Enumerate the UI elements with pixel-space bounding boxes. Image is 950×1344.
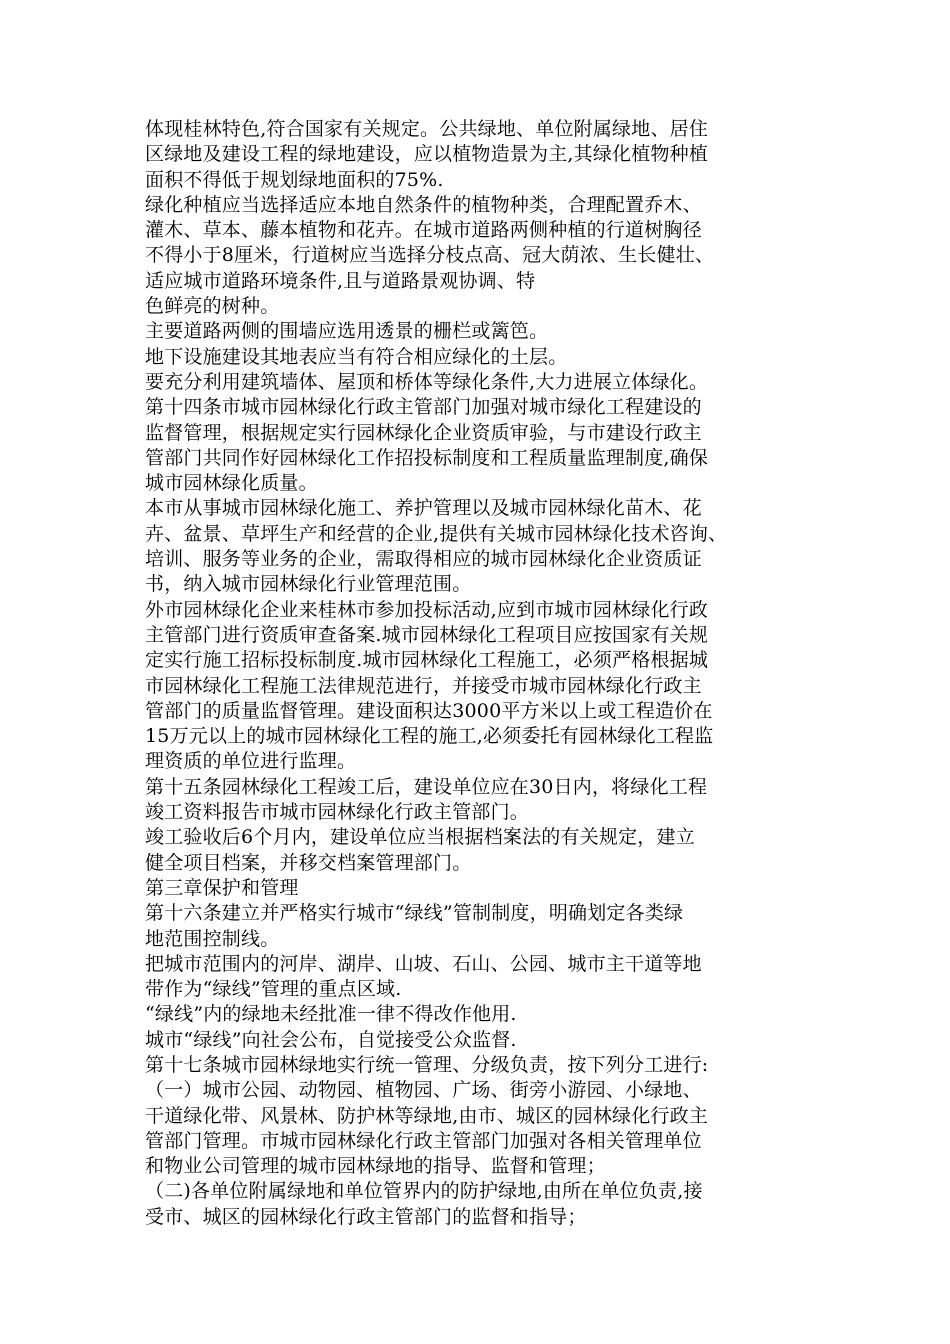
text-line: 外市园林绿化企业来桂林市参加投标活动,应到市城市园林绿化行政 — [145, 598, 709, 621]
text-line: 书，纳入城市园林绿化行业管理范围。 — [145, 573, 472, 596]
paragraph — [145, 496, 835, 597]
text-line: 区绿地及建设工程的绿地建设，应以植物造景为主,其绿化植物种植 — [145, 143, 709, 166]
text-line: 监督管理，根据规定实行园林绿化企业资质审验，与市建设行政主 — [145, 421, 702, 444]
text-line: 本市从事城市园林绿化施工、养护管理以及城市园林绿化苗木、花 — [145, 497, 702, 520]
text-line: 不得小于8厘米，行道树应当选择分枝点高、冠大荫浓、生长健壮、 — [145, 244, 715, 267]
text-line: 绿化种植应当选择适应本地自然条件的植物种类，合理配置乔木、 — [145, 193, 702, 216]
text-line: 市园林绿化工程施工法律规范进行，并接受市城市园林绿化行政主 — [145, 674, 702, 697]
paragraph — [145, 1179, 835, 1230]
text-line: （一）城市公园、动物园、植物园、广场、街旁小游园、小绿地、 — [145, 1079, 702, 1102]
text-line: 健全项目档案，并移交档案管理部门。 — [145, 851, 472, 874]
paragraph — [145, 395, 835, 496]
text-line: 主要道路两侧的围墙应选用透景的栅栏或篱笆。 — [145, 320, 549, 343]
text-line: 和物业公司管理的城市园林绿地的指导、监督和管理； — [145, 1155, 606, 1178]
text-line: 第三章保护和管理 — [145, 876, 299, 899]
text-line: 竣工资料报告市城市园林绿化行政主管部门。 — [145, 801, 530, 824]
text-line: 管部门管理。市城市园林绿化行政主管部门加强对各相关管理单位 — [145, 1129, 702, 1152]
paragraph — [145, 598, 835, 775]
text-line: 面积不得低于规划绿地面积的75%. — [145, 168, 444, 191]
text-line: 受市、城区的园林绿化行政主管部门的监督和指导； — [145, 1205, 587, 1228]
paragraph — [145, 319, 835, 344]
paragraph — [145, 1002, 835, 1027]
paragraph — [145, 294, 835, 319]
text-line: 第十四条市城市园林绿化行政主管部门加强对城市绿化工程建设的 — [145, 396, 702, 419]
text-line: 15万元以上的城市园林绿化工程的施工,必须委托有园林绿化工程监 — [145, 725, 714, 748]
paragraph — [145, 345, 835, 370]
text-line: 把城市范围内的河岸、湖岸、山坡、石山、公园、城市主干道等地 — [145, 952, 702, 975]
paragraph — [145, 825, 835, 876]
text-line: 地下设施建设其地表应当有符合相应绿化的土层。 — [145, 345, 568, 368]
paragraph — [145, 193, 835, 294]
text-line: 适应城市道路环境条件,且与道路景观协调、特 — [145, 269, 536, 292]
paragraph — [145, 952, 835, 1003]
text-line: （二)各单位附属绿地和单位管界内的防护绿地,由所在单位负责,接 — [145, 1180, 703, 1203]
text-line: 要充分利用建筑墙体、屋顶和桥体等绿化条件,大力进展立体绿化。 — [145, 370, 709, 393]
text-line: 干道绿化带、风景林、防护林等绿地,由市、城区的园林绿化行政主 — [145, 1104, 709, 1127]
document-body — [145, 117, 835, 1230]
paragraph — [145, 901, 835, 952]
text-line: “绿线”内的绿地未经批准一律不得改作他用. — [145, 1003, 517, 1026]
text-line: 管部门共同作好园林绿化工作招投标制度和工程质量监理制度,确保 — [145, 446, 709, 469]
text-line: 城市园林绿化质量。 — [145, 472, 318, 495]
text-line: 主管部门进行资质审查备案.城市园林绿化工程项目应按国家有关规 — [145, 623, 709, 646]
text-line: 体现桂林特色,符合国家有关规定。公共绿地、单位附属绿地、居住 — [145, 118, 709, 140]
text-line: 第十五条园林绿化工程竣工后，建设单位应在30日内，将绿化工程 — [145, 775, 708, 798]
text-line: 地范围控制线。 — [145, 927, 280, 950]
text-line: 卉、盆景、草坪生产和经营的企业,提供有关城市园林绿化技术咨询、 — [145, 522, 728, 545]
paragraph — [145, 1078, 835, 1179]
paragraph — [145, 775, 835, 826]
text-line: 色鲜亮的树种。 — [145, 295, 280, 318]
text-line: 理资质的单位进行监理。 — [145, 750, 357, 773]
text-line: 竣工验收后6个月内，建设单位应当根据档案法的有关规定，建立 — [145, 826, 695, 849]
text-line: 定实行施工招标投标制度.城市园林绿化工程施工，必须严格根据城 — [145, 649, 709, 672]
text-line: 管部门的质量监督管理。建设面积达3000平方米以上或工程造价在 — [145, 699, 713, 722]
paragraph — [145, 1028, 835, 1053]
text-line: 城市“绿线”向社会公布，自觉接受公众监督. — [145, 1028, 517, 1051]
text-line: 培训、服务等业务的企业，需取得相应的城市园林绿化企业资质证 — [145, 548, 702, 571]
paragraph — [145, 876, 835, 901]
text-line: 灌木、草本、藤本植物和花卉。在城市道路两侧种植的行道树胸径 — [145, 219, 702, 242]
text-line: 第十六条建立并严格实行城市“绿线”管制制度，明确划定各类绿 — [145, 902, 684, 925]
paragraph — [145, 1053, 835, 1078]
paragraph — [145, 117, 835, 193]
text-line: 第十七条城市园林绿地实行统一管理、分级负责，按下列分工进行: — [145, 1053, 709, 1076]
paragraph — [145, 370, 835, 395]
text-line: 带作为“绿线”管理的重点区域. — [145, 978, 402, 1001]
